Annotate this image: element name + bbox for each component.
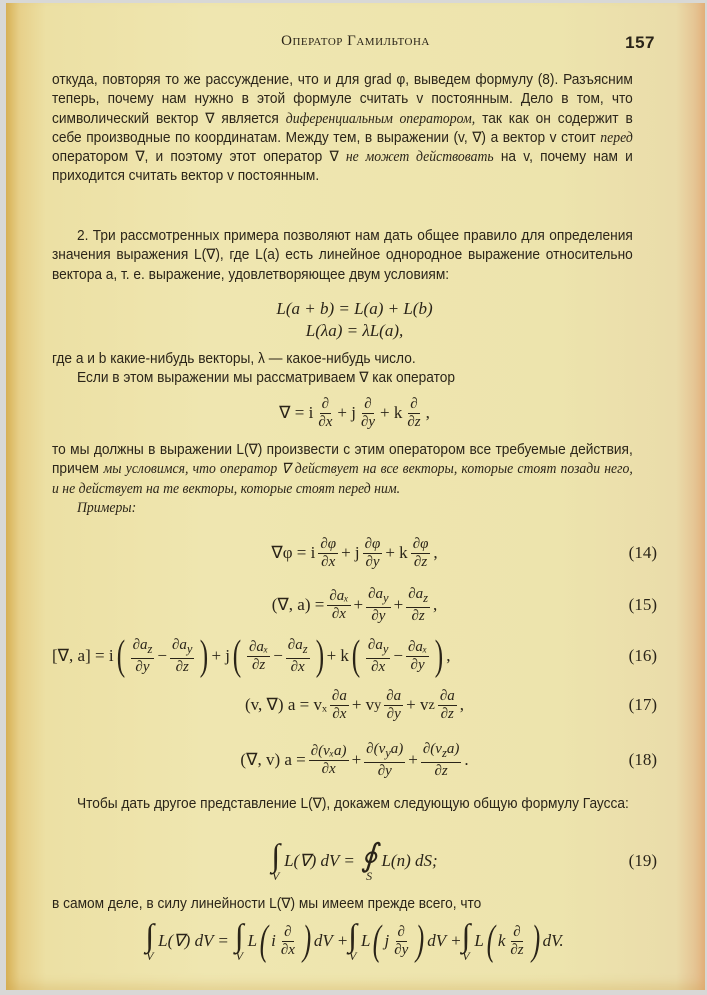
book-page — [6, 3, 705, 990]
equation-number: (15) — [628, 595, 657, 614]
equation-16: [∇, a] = i ( $\frac{\partial a_z}{\partial y}$ − $\frac{\partial a_y}{\partial z}$ ) + j ( $\frac{\text{∂aₓ}}{\partial z}$ − $\frac{\partial a_z}{\partial x}$ ) + k ( $\frac{\partial a_y}{\partial x}$ − $\frac{\text{∂aₓ}}{\partial y}$ ) , (16) — [52, 633, 657, 679]
linearity-integral-expansion: ∫ V L(∇) dV = ∫ V L ( i $\frac{\partial}{\partial x}$ ) dV + ∫ V L ( j $\frac{\partial}{\partial y}$ ) dV + ∫ V L ( k $\frac{\partial}{\partial z}$ ) dV. — [145, 917, 564, 964]
running-header — [52, 33, 659, 53]
equation-number: (17) — [628, 695, 657, 714]
equation-14: ∇φ = i $\frac{\partial\varphi}{\partial x}$ + j $\frac{\partial\varphi}{\partial y}$ + k $\frac{\partial\varphi}{\partial z}$ , (14) — [271, 535, 657, 570]
paragraph-7: Чтобы дать другое представление L(∇), докажем следующую общую формулу Гаусса: — [76, 796, 629, 812]
page-number: 157 — [625, 33, 655, 52]
equation-number: (18) — [628, 750, 657, 769]
chapter-title: Оператор Гамильтона — [281, 33, 430, 49]
nabla-definition: ∇ = i $\frac{\partial}{\partial x}$ + j $\frac{\partial}{\partial y}$ + k $\frac{\partial}{\partial z}$ , — [279, 395, 430, 430]
paragraph-1: откуда, повторяя то же рассуждение, что и для grad φ, выведем формулу (8). Разъясним теперь, почему нам нужно в этой формуле считать v постоянным. Дело в том, что символический вектор ∇ является диференциальным оператором, так как он содержит в себе производные по координатам. Между тем, в выражении (v, ∇) a вектор v стоит перед оператором ∇, и поэтому этот оператор ∇ не может действовать на v, почему нам и приходится считать вектор v постоянным. — [52, 72, 633, 185]
equation-19-gauss: ∫ V L(∇) dV = ∮ S L(n) dS; (19) — [271, 837, 657, 883]
equation-number: (16) — [628, 646, 657, 665]
paragraph-5: то мы должны в выражении L(∇) произвести с этим оператором все требуемые действия, причем мы условимся, что оператор ∇ действует на все векторы, которые стоят позади него, и не действует на те векторы, которые стоят перед ним. Примеры: — [52, 442, 633, 516]
paragraph-3: где a и b какие-нибудь векторы, λ — какое-нибудь число. Если в этом выражении мы рассматриваем ∇ как оператор — [52, 351, 456, 387]
equation-number: (19) — [628, 851, 657, 870]
paragraph-8: в самом деле, в силу линейности L(∇) мы имеем прежде всего, что — [52, 896, 482, 912]
linearity-equation-2: L(λa) = λL(a), — [305, 321, 404, 340]
equation-number: (14) — [628, 543, 657, 562]
equation-15: (∇, a) = $\frac{\text{∂aₓ}}{\partial x}$ + $\frac{\partial a_y}{\partial y}$ + $\frac{\partial a_z}{\partial z}$ , (15) — [271, 585, 657, 624]
linearity-equation-1: L(a + b) = L(a) + L(b) — [276, 299, 433, 318]
equation-17: (v, ∇) a = vₓ $\frac{\partial a}{\partial x}$ + v y $\frac{\partial a}{\partial y}$ + v z $\frac{\partial a}{\partial z}$ , (17) — [245, 687, 657, 722]
equation-18: (∇, v) a = $\frac{\text{∂(vₓa)}}{\partial x}$ + $\frac{\partial(v_ya)}{\partial y}$ + $\frac{\partial(v_za)}{\partial z}$ . (18) — [240, 740, 657, 779]
paragraph-2: 2. Три рассмотренных примера позволяют нам дать общее правило для определения значения выражения L(∇), где L(a) есть линейное однородное выражение относительно вектора a, т. е. выражение, удовлетворяющее двум условиям: — [52, 228, 633, 283]
